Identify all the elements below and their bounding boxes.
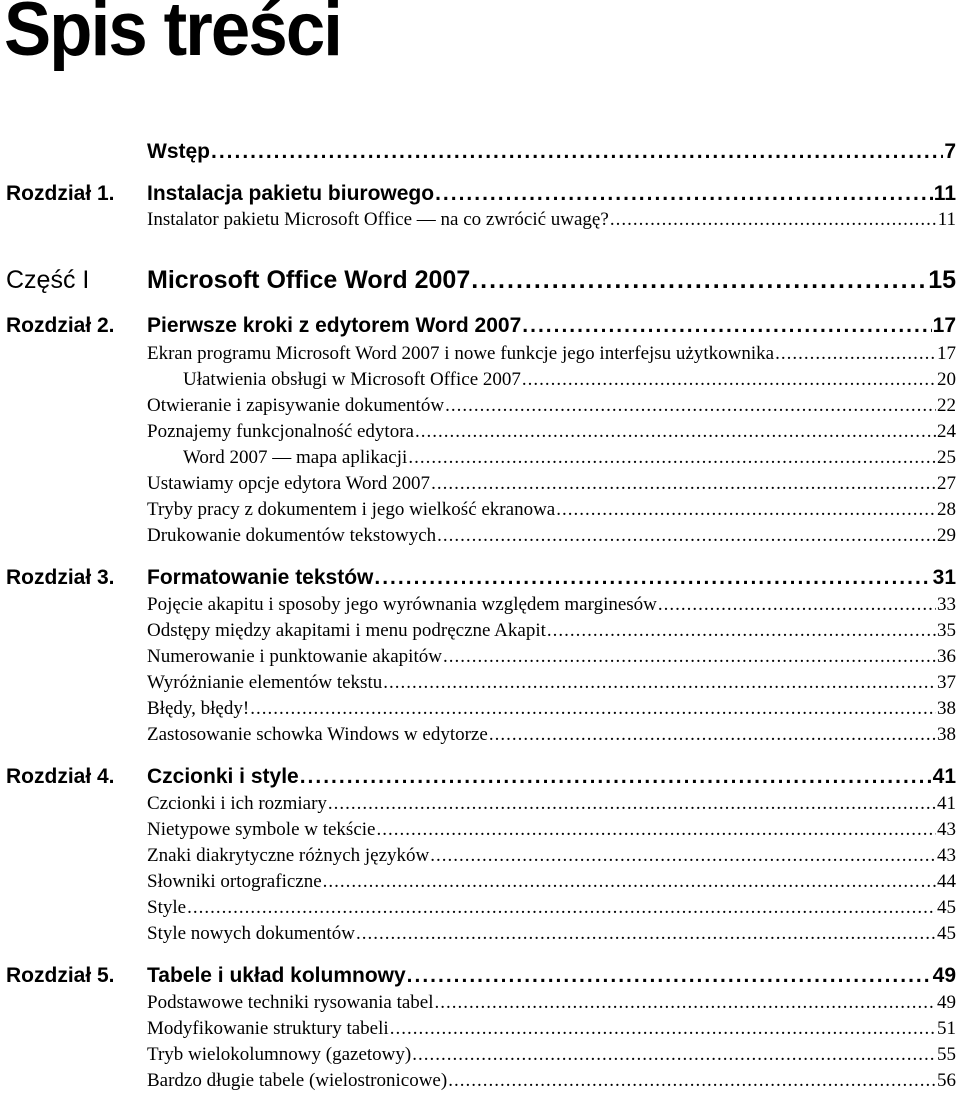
entry-title: Otwieranie i zapisywanie dokumentów: [147, 395, 445, 416]
entry-title: Podstawowe techniki rysowania tabel: [147, 992, 434, 1013]
entry-title: Style: [147, 897, 187, 918]
toc-entry-intro[interactable]: [0, 139, 960, 165]
dot-leader: [408, 445, 936, 471]
entry-title: Word 2007 — mapa aplikacji: [183, 447, 408, 468]
page-number: 25: [937, 447, 956, 468]
dot-leader: [443, 644, 936, 670]
dot-leader: [547, 618, 936, 644]
dot-leader: [445, 393, 936, 419]
dot-leader: [250, 696, 936, 722]
dot-leader: [658, 592, 936, 618]
chapter-label: Rozdział 2.: [6, 314, 115, 337]
toc-section[interactable]: [0, 471, 960, 497]
entry-title: Pojęcie akapitu i sposoby jego wyrównania względem marginesów: [147, 594, 657, 615]
entry-title: Bardzo długie tabele (wielostronicowe): [147, 1070, 448, 1091]
entry-title: Poznajemy funkcjonalność edytora: [147, 421, 414, 442]
page-number: 56: [937, 1070, 956, 1091]
dot-leader: [435, 990, 936, 1016]
dot-leader: [211, 139, 943, 165]
entry-title: Numerowanie i punktowanie akapitów: [147, 646, 442, 667]
page-number: 38: [937, 724, 956, 745]
page-number: 55: [937, 1044, 956, 1065]
entry-title: Microsoft Office Word 2007: [147, 266, 471, 294]
toc-chapter-3[interactable]: [0, 565, 960, 591]
toc-section[interactable]: [0, 869, 960, 895]
toc-section[interactable]: [0, 393, 960, 419]
page-number: 43: [937, 819, 956, 840]
dot-leader: [187, 895, 936, 921]
entry-title: Formatowanie tekstów: [147, 566, 374, 589]
dot-leader: [300, 764, 932, 790]
page-number: 45: [937, 897, 956, 918]
dot-leader: [383, 670, 936, 696]
toc-section[interactable]: [0, 497, 960, 523]
toc-chapter-5[interactable]: [0, 963, 960, 989]
dot-leader: [356, 921, 936, 947]
dot-leader: [775, 341, 936, 367]
toc-subsection[interactable]: [0, 445, 960, 471]
entry-title: Słowniki ortograficzne: [147, 871, 322, 892]
page-number: 49: [932, 964, 956, 987]
entry-title: Ustawiamy opcje edytora Word 2007: [147, 473, 431, 494]
entry-title: Odstępy między akapitami i menu podręczne Akapit: [147, 620, 546, 641]
entry-title: Ekran programu Microsoft Word 2007 i nowe funkcje jego interfejsu użytkownika: [147, 343, 775, 364]
toc-section[interactable]: [0, 618, 960, 644]
chapter-label: Rozdział 3.: [6, 566, 115, 589]
toc-section[interactable]: [0, 1068, 960, 1094]
page-number: 33: [937, 594, 956, 615]
entry-title: Pierwsze kroki z edytorem Word 2007: [147, 314, 522, 337]
page-number: 20: [937, 369, 956, 390]
toc-section[interactable]: [0, 722, 960, 748]
toc-section[interactable]: [0, 921, 960, 947]
dot-leader: [431, 471, 936, 497]
entry-title: Instalator pakietu Microsoft Office — na co zwrócić uwagę?: [147, 209, 609, 230]
page-number: 38: [937, 698, 956, 719]
dot-leader: [374, 565, 931, 591]
toc-chapter-1[interactable]: [0, 181, 960, 207]
page-number: 29: [937, 525, 956, 546]
entry-title: Nietypowe symbole w tekście: [147, 819, 376, 840]
entry-title: Wstęp: [147, 140, 210, 163]
page-number: 45: [937, 923, 956, 944]
entry-title: Instalacja pakietu biurowego: [147, 182, 435, 205]
toc-subsection[interactable]: [0, 367, 960, 393]
entry-title: Tabele i układ kolumnowy: [147, 964, 406, 987]
dot-leader: [610, 207, 937, 233]
dot-leader: [489, 722, 936, 748]
toc-section[interactable]: [0, 670, 960, 696]
chapter-label: Rozdział 5.: [6, 964, 115, 987]
page-title: Spis treści: [4, 0, 342, 72]
toc-section[interactable]: [0, 791, 960, 817]
toc-part-1[interactable]: [0, 266, 960, 292]
toc-section[interactable]: [0, 341, 960, 367]
toc-section[interactable]: [0, 1042, 960, 1068]
page-number: 7: [944, 140, 956, 163]
dot-leader: [435, 181, 933, 207]
entry-title: Tryb wielokolumnowy (gazetowy): [147, 1044, 412, 1065]
page-number: 41: [932, 765, 956, 788]
dot-leader: [412, 1042, 936, 1068]
dot-leader: [448, 1068, 936, 1094]
page-number: 36: [937, 646, 956, 667]
page-number: 43: [937, 845, 956, 866]
page-number: 22: [937, 395, 956, 416]
dot-leader: [407, 963, 932, 989]
entry-title: Czcionki i ich rozmiary: [147, 793, 327, 814]
dot-leader: [471, 266, 927, 294]
page-number: 41: [937, 793, 956, 814]
dot-leader: [390, 1016, 936, 1042]
toc-section[interactable]: [0, 644, 960, 670]
page-number: 31: [932, 566, 956, 589]
page-number: 44: [937, 871, 956, 892]
chapter-label: Rozdział 1.: [6, 182, 115, 205]
page-number: 15: [928, 266, 956, 294]
dot-leader: [430, 843, 936, 869]
toc-section[interactable]: [0, 523, 960, 549]
entry-title: Czcionki i style: [147, 765, 299, 788]
dot-leader: [522, 313, 931, 339]
toc-section[interactable]: [0, 895, 960, 921]
entry-title: Tryby pracy z dokumentem i jego wielkość ekranowa: [147, 499, 556, 520]
page-number: 17: [937, 343, 956, 364]
page-number: 24: [937, 421, 956, 442]
page-number: 35: [937, 620, 956, 641]
entry-title: Zastosowanie schowka Windows w edytorze: [147, 724, 488, 745]
page-number: 51: [937, 1018, 956, 1039]
page-number: 28: [937, 499, 956, 520]
toc-section[interactable]: [0, 990, 960, 1016]
page-number: 49: [937, 992, 956, 1013]
entry-title: Modyfikowanie struktury tabeli: [147, 1018, 389, 1039]
dot-leader: [437, 523, 936, 549]
toc-section[interactable]: [0, 592, 960, 618]
toc-section[interactable]: [0, 419, 960, 445]
page-number: 27: [937, 473, 956, 494]
chapter-label: Rozdział 4.: [6, 765, 115, 788]
entry-title: Błędy, błędy!: [147, 698, 250, 719]
toc-section[interactable]: [0, 843, 960, 869]
part-label: Część I: [6, 266, 90, 294]
entry-title: Style nowych dokumentów: [147, 923, 355, 944]
toc-chapter-2[interactable]: [0, 313, 960, 339]
toc-section[interactable]: [0, 817, 960, 843]
entry-title: Ułatwienia obsługi w Microsoft Office 2007: [183, 369, 521, 390]
entry-title: Drukowanie dokumentów tekstowych: [147, 525, 437, 546]
dot-leader: [376, 817, 936, 843]
page-number: 11: [937, 209, 956, 230]
toc-section[interactable]: [0, 207, 960, 233]
dot-leader: [415, 419, 936, 445]
dot-leader: [556, 497, 936, 523]
toc-section[interactable]: [0, 696, 960, 722]
toc-chapter-4[interactable]: [0, 764, 960, 790]
dot-leader: [323, 869, 936, 895]
entry-title: Wyróżnianie elementów tekstu: [147, 672, 383, 693]
dot-leader: [328, 791, 936, 817]
dot-leader: [522, 367, 936, 393]
entry-title: Znaki diakrytyczne różnych języków: [147, 845, 430, 866]
page-number: 17: [932, 314, 956, 337]
page-number: 11: [933, 182, 956, 205]
toc-section[interactable]: [0, 1016, 960, 1042]
page-number: 37: [937, 672, 956, 693]
